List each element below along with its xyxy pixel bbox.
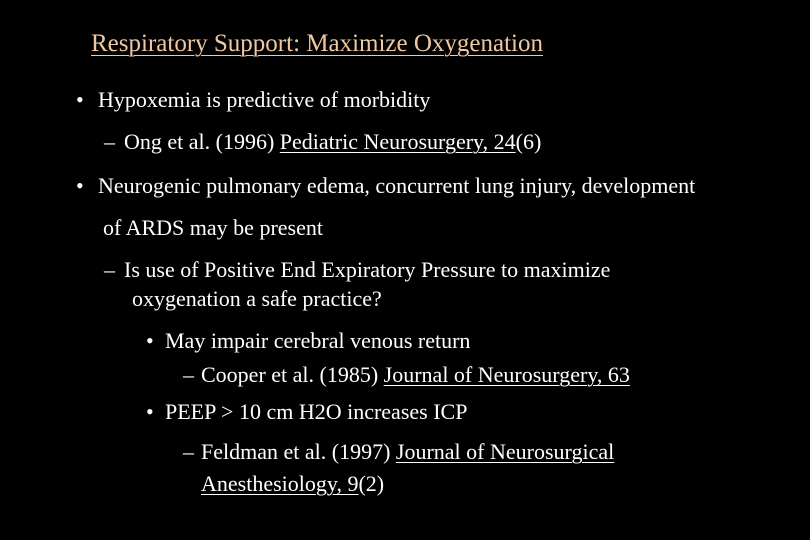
bullet-marker: •	[76, 87, 84, 112]
citation-journal-line1: Journal of Neurosurgical	[395, 439, 615, 464]
item-peep-icp	[146, 398, 467, 426]
bullet-marker: •	[146, 328, 154, 353]
bullet-neurogenic-cont	[103, 214, 323, 242]
bullet-text-line2: of ARDS may be present	[103, 215, 323, 240]
bullet-neurogenic	[76, 172, 695, 200]
citation-cooper	[183, 361, 630, 389]
bullet-text: Hypoxemia is predictive of morbidity	[98, 87, 431, 112]
dash-marker: –	[104, 257, 115, 282]
slide-title: Respiratory Support: Maximize Oxygenation	[91, 30, 544, 57]
sub-peep-question	[104, 256, 610, 284]
citation-journal: Journal of Neurosurgery, 63	[383, 362, 630, 387]
citation-ong	[104, 128, 541, 156]
dash-marker: –	[104, 129, 115, 154]
item-text: PEEP > 10 cm H2O increases ICP	[165, 399, 468, 424]
citation-journal-line2: Anesthesiology, 9	[201, 471, 359, 496]
citation-prefix: Feldman et al. (1997)	[201, 439, 396, 464]
citation-journal: Pediatric Neurosurgery, 24	[279, 129, 516, 154]
sub-peep-question-cont	[132, 285, 382, 313]
dash-marker: –	[183, 362, 194, 387]
sub-text-line1: Is use of Positive End Expiratory Pressure to maximize	[124, 257, 611, 282]
citation-suffix: (2)	[358, 471, 385, 496]
bullet-marker: •	[76, 173, 84, 198]
bullet-marker: •	[146, 399, 154, 424]
item-venous-return	[146, 327, 470, 355]
bullet-hypoxemia	[76, 86, 430, 114]
dash-marker: –	[183, 439, 194, 464]
citation-feldman	[183, 438, 614, 466]
citation-feldman-cont	[201, 470, 384, 498]
sub-text-line2: oxygenation a safe practice?	[132, 286, 382, 311]
item-text: May impair cerebral venous return	[165, 328, 471, 353]
citation-suffix: (6)	[515, 129, 542, 154]
bullet-text-line1: Neurogenic pulmonary edema, concurrent lung injury, development	[98, 173, 696, 198]
citation-prefix: Ong et al. (1996)	[124, 129, 280, 154]
citation-prefix: Cooper et al. (1985)	[201, 362, 384, 387]
